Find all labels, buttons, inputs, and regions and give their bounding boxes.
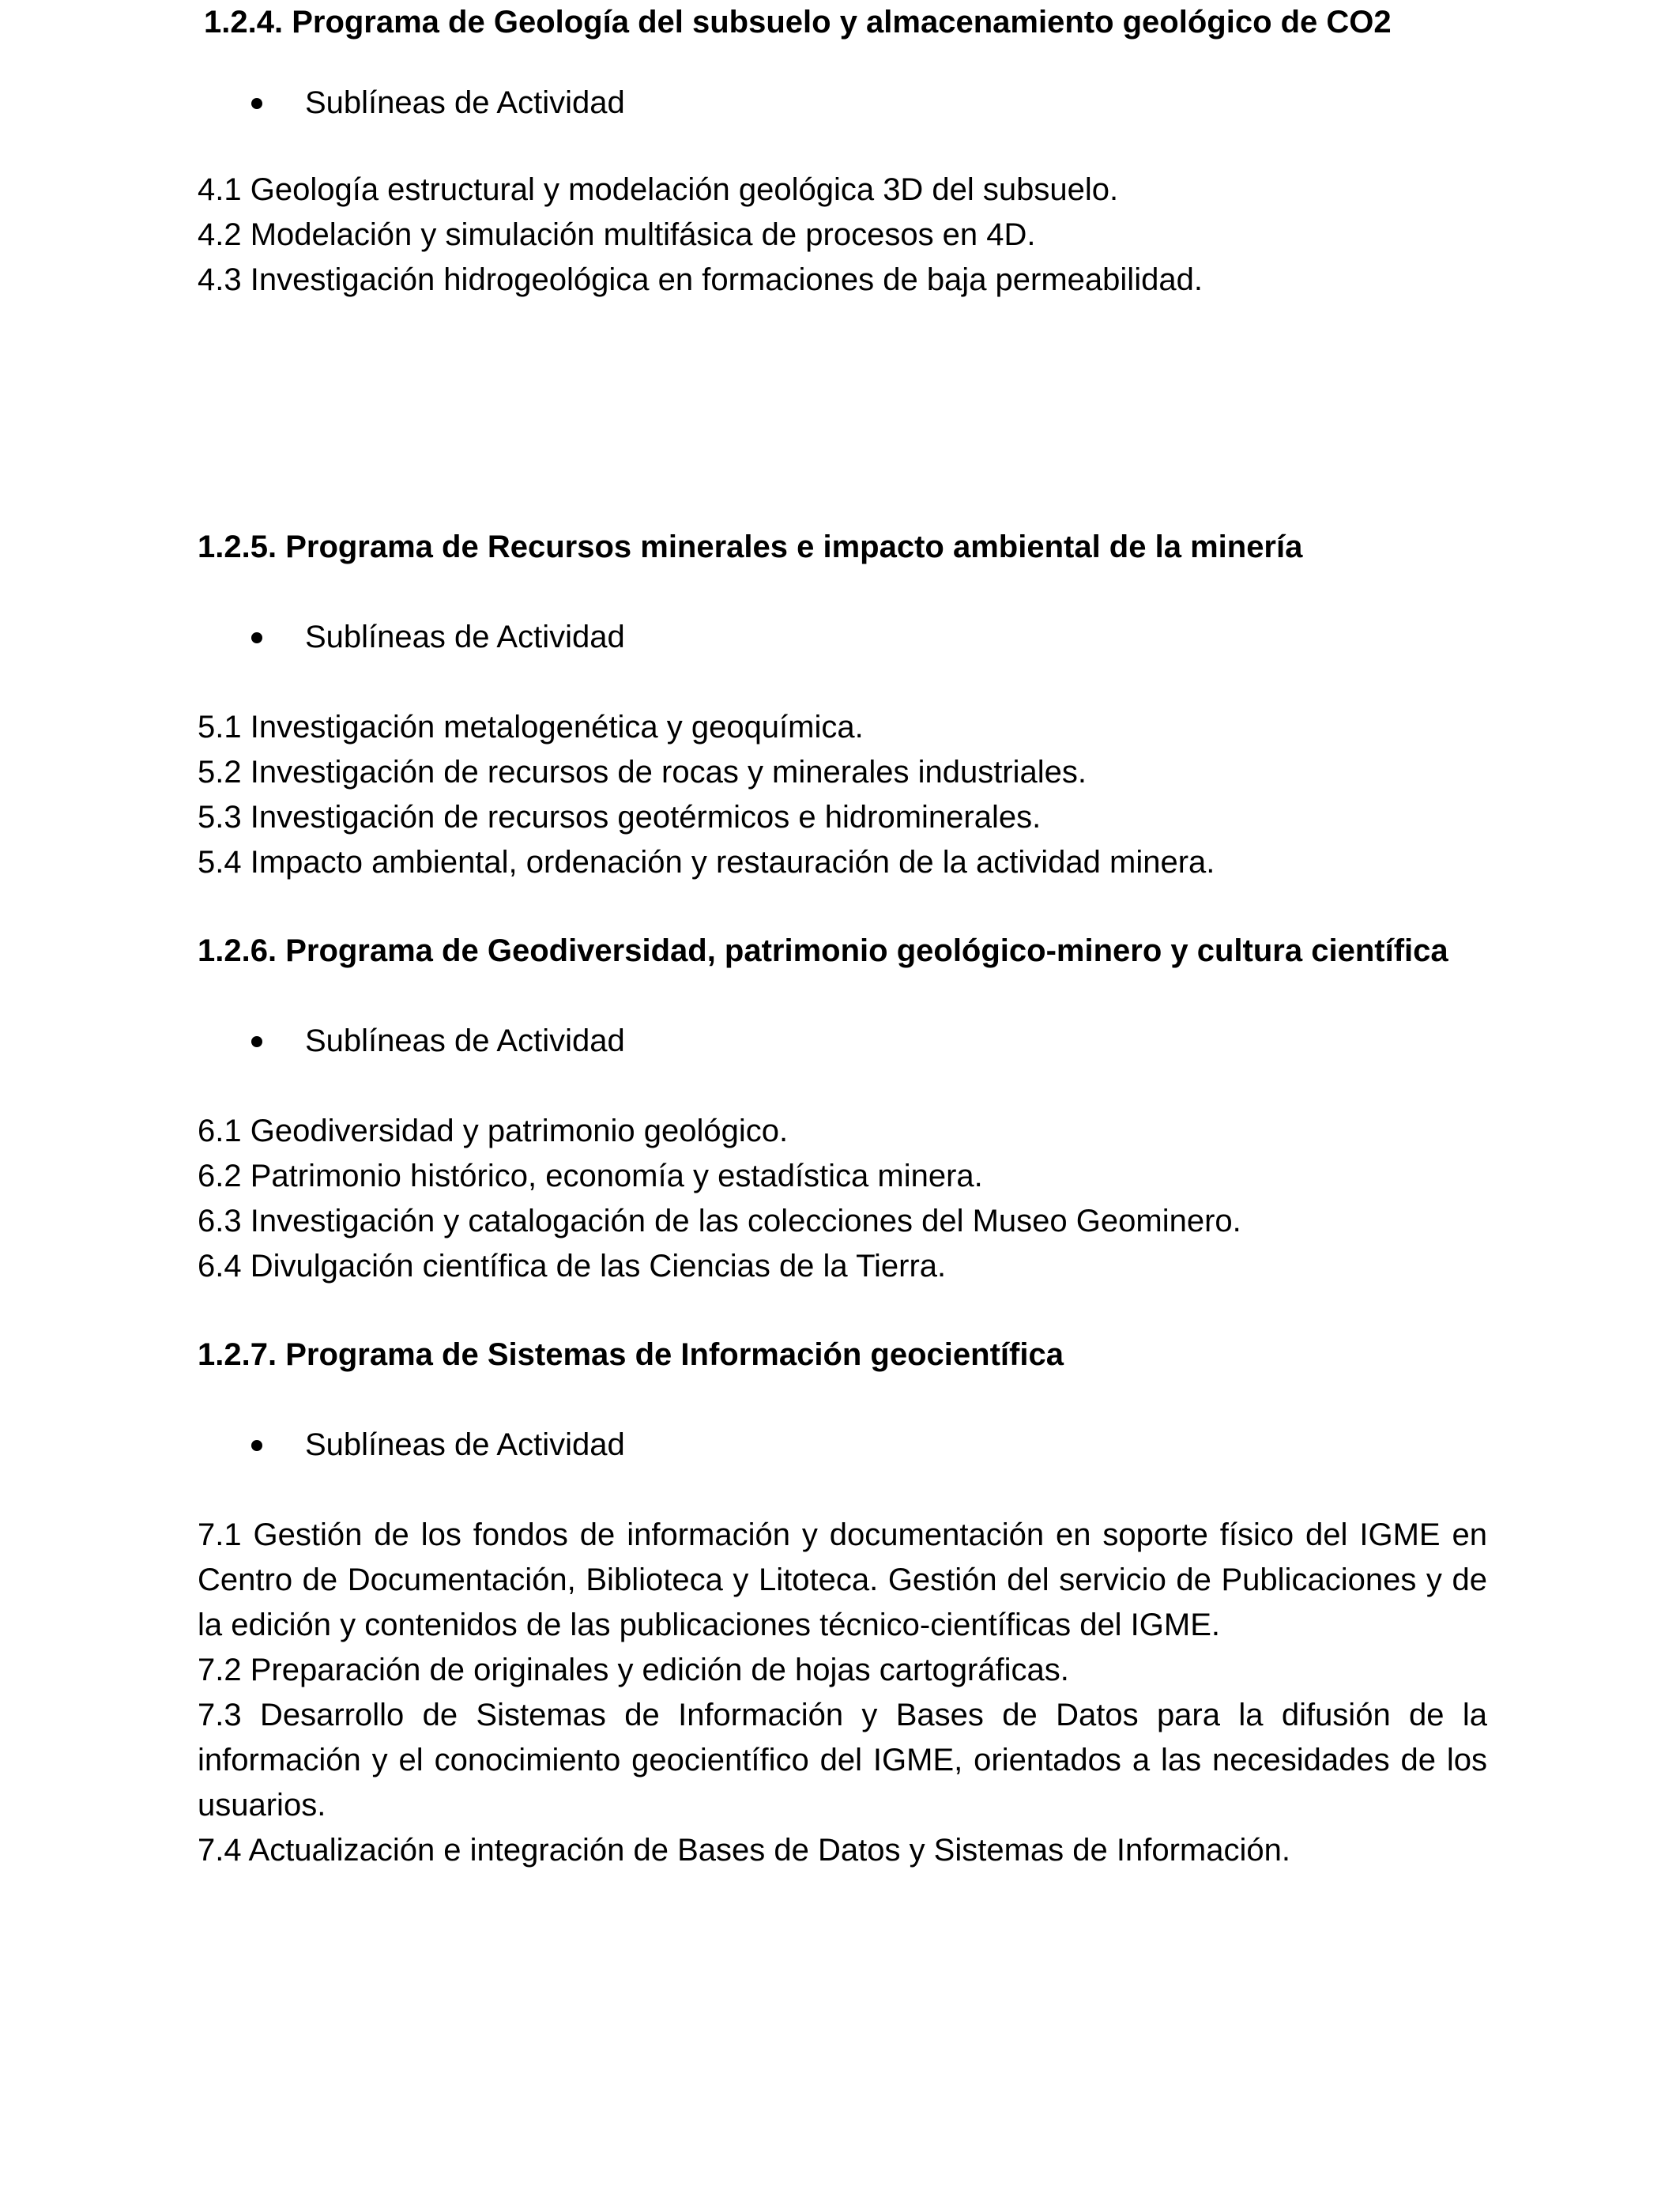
section-1-2-5 [198, 525, 1494, 885]
section-heading: 1.2.7. Programa de Sistemas de Información geocientífica [198, 1337, 1064, 1372]
list-item: 5.4 Impacto ambiental, ordenación y restauración de la actividad minera. [198, 845, 1215, 880]
item-list [198, 168, 1500, 303]
section-1-2-7 [198, 1333, 1494, 1873]
item-list [198, 1109, 1494, 1289]
list-item: 6.4 Divulgación científica de las Ciencias de la Tierra. [198, 1249, 947, 1284]
bullet-item [204, 81, 1500, 125]
list-item: 6.3 Investigación y catalogación de las colecciones del Museo Geominero. [198, 1204, 1241, 1238]
list-item: 5.3 Investigación de recursos geotérmicos e hidrominerales. [198, 800, 1042, 835]
section-heading: 1.2.4. Programa de Geología del subsuelo y almacenamiento geológico de CO2 [204, 5, 1392, 40]
list-item: 7.4 Actualización e integración de Bases de Datos y Sistemas de Información. [198, 1833, 1290, 1868]
bullet-label: Sublíneas de Actividad [305, 1023, 625, 1058]
bullet-item [198, 1019, 1494, 1063]
bullet-item [198, 615, 1494, 659]
list-item: 4.3 Investigación hidrogeológica en formaciones de baja permeabilidad. [198, 262, 1203, 297]
list-item: 5.1 Investigación metalogenética y geoquímica. [198, 710, 864, 745]
bullet-label: Sublíneas de Actividad [305, 85, 625, 120]
section-1-2-4 [198, 0, 1500, 303]
list-item: 4.2 Modelación y simulación multifásica de procesos en 4D. [198, 217, 1036, 252]
bullet-icon [251, 1036, 262, 1047]
list-item: 7.2 Preparación de originales y edición de hojas cartográficas. [198, 1653, 1069, 1687]
list-item: 6.1 Geodiversidad y patrimonio geológico. [198, 1114, 789, 1148]
bullet-label: Sublíneas de Actividad [305, 620, 625, 654]
list-item: 4.1 Geología estructural y modelación geológica 3D del subsuelo. [198, 172, 1119, 207]
bullet-label: Sublíneas de Actividad [305, 1427, 625, 1462]
list-item: 7.3 Desarrollo de Sistemas de Información y Bases de Datos para la difusión de la información y el conocimiento geocientífico del IGME, orientados a las necesidades de los usuarios. [198, 1698, 1487, 1823]
bullet-icon [251, 632, 262, 643]
section-heading: 1.2.5. Programa de Recursos minerales e impacto ambiental de la minería [198, 530, 1303, 564]
bullet-icon [251, 98, 262, 109]
bullet-item [198, 1423, 1494, 1467]
section-heading: 1.2.6. Programa de Geodiversidad, patrimonio geológico-minero y cultura científica [198, 933, 1448, 968]
list-item: 7.1 Gestión de los fondos de información y documentación en soporte físico del IGME en Centro de Documentación, Biblioteca y Litoteca. Gestión del servicio de Publicaciones y de la edición y contenidos de las publicaciones técnico-científicas del IGME. [198, 1517, 1487, 1642]
item-list [198, 705, 1494, 885]
list-item: 6.2 Patrimonio histórico, economía y estadística minera. [198, 1159, 983, 1193]
bullet-icon [251, 1440, 262, 1451]
list-item: 5.2 Investigación de recursos de rocas y minerales industriales. [198, 755, 1087, 790]
section-1-2-6 [198, 929, 1494, 1289]
item-list [198, 1513, 1487, 1873]
